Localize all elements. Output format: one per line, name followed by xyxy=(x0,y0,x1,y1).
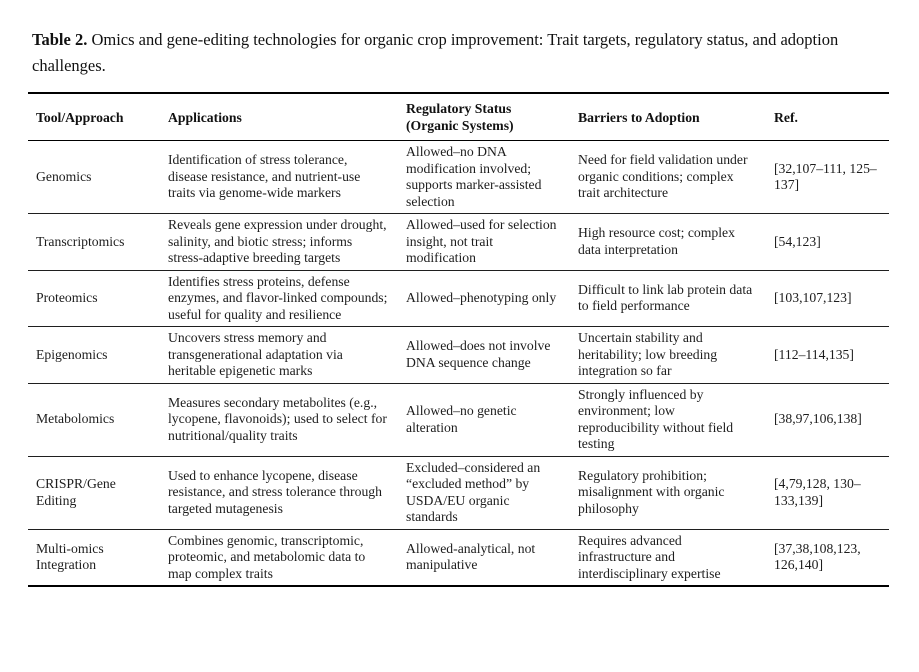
cell-regulatory: Allowed–no genetic alteration xyxy=(406,403,517,435)
cell-regulatory: Excluded–considered an “excluded method” by USDA/EU organic standards xyxy=(406,459,541,524)
table-row xyxy=(28,141,889,214)
cell-barriers: Uncertain stability and heritability; low breeding integration so far xyxy=(578,330,718,378)
col-header-tool-approach: Tool/Approach xyxy=(36,109,124,125)
header-row xyxy=(28,93,889,141)
table-body xyxy=(28,141,889,587)
cell-regulatory: Allowed–no DNA modification involved; supports marker-assisted selection xyxy=(406,144,542,209)
cell-ref: [32,107–111, 125–137] xyxy=(774,160,877,192)
cell-tool: Epigenomics xyxy=(36,346,108,362)
table-header xyxy=(28,93,889,141)
cell-applications: Combines genomic, transcriptomic, proteomic, and metabolomic data to map complex traits xyxy=(168,532,366,581)
cell-regulatory: Allowed-analytical, not manipulative xyxy=(406,540,536,573)
col-header-ref: Ref. xyxy=(774,109,798,125)
cell-applications: Uncovers stress memory and transgenerational adaptation via heritable epigenetic marks xyxy=(168,330,343,378)
cell-barriers: Need for field validation under organic conditions; complex trait architecture xyxy=(578,152,748,201)
cell-ref: [112–114,135] xyxy=(774,346,854,362)
cell-regulatory: Allowed–phenotyping only xyxy=(406,290,557,305)
table-row xyxy=(28,270,889,327)
cell-tool: Genomics xyxy=(36,168,92,184)
table-caption-text: Omics and gene-editing technologies for organic crop improvement: Trait targets, regulatory status, and adoption challenges. xyxy=(32,30,839,75)
cell-tool: Metabolomics xyxy=(36,411,115,427)
col-header-regulatory-status: Regulatory Status (Organic Systems) xyxy=(406,101,514,133)
cell-ref: [37,38,108,123, 126,140] xyxy=(774,540,861,573)
omics-technologies-table xyxy=(28,92,889,587)
col-header-applications: Applications xyxy=(168,109,242,125)
table-row xyxy=(28,327,889,384)
cell-tool: Transcriptomics xyxy=(36,233,125,249)
cell-tool: Multi-omics Integration xyxy=(36,540,104,573)
cell-regulatory: Allowed–does not involve DNA sequence change xyxy=(406,338,551,370)
cell-regulatory: Allowed–used for selection insight, not trait modification xyxy=(406,217,557,265)
cell-ref: [4,79,128, 130–133,139] xyxy=(774,476,861,508)
cell-barriers: Regulatory prohibition; misalignment with organic philosophy xyxy=(578,467,725,516)
cell-barriers: Strongly influenced by environment; low reproducibility without field testing xyxy=(578,386,734,451)
cell-applications: Used to enhance lycopene, disease resistance, and stress tolerance through targeted mutagenesis xyxy=(168,467,382,516)
table-row xyxy=(28,214,889,271)
table-row xyxy=(28,456,889,529)
cell-ref: [38,97,106,138] xyxy=(774,411,862,427)
cell-barriers: High resource cost; complex data interpretation xyxy=(578,225,735,257)
table-caption-label: Table 2. xyxy=(32,30,88,49)
col-header-barriers: Barriers to Adoption xyxy=(578,109,700,125)
cell-ref: [54,123] xyxy=(774,233,821,249)
cell-tool: Proteomics xyxy=(36,290,98,305)
cell-applications: Measures secondary metabolites (e.g., lycopene, flavonoids); used to select for nutritional/quality traits xyxy=(168,394,387,443)
table-caption xyxy=(32,27,882,79)
table-row xyxy=(28,383,889,456)
table-row xyxy=(28,529,889,586)
cell-applications: Identifies stress proteins, defense enzymes, and flavor-linked compounds; useful for quality and resilience xyxy=(168,273,388,322)
cell-applications: Identification of stress tolerance, disease resistance, and nutrient-use traits via genome-wide markers xyxy=(168,152,361,201)
cell-applications: Reveals gene expression under drought, salinity, and biotic stress; informs stress-adaptive breeding targets xyxy=(168,217,387,265)
cell-ref: [103,107,123] xyxy=(774,290,852,305)
cell-barriers: Requires advanced infrastructure and interdisciplinary expertise xyxy=(578,532,721,581)
cell-tool: CRISPR/Gene Editing xyxy=(36,476,116,508)
cell-barriers: Difficult to link lab protein data to field performance xyxy=(578,281,753,314)
